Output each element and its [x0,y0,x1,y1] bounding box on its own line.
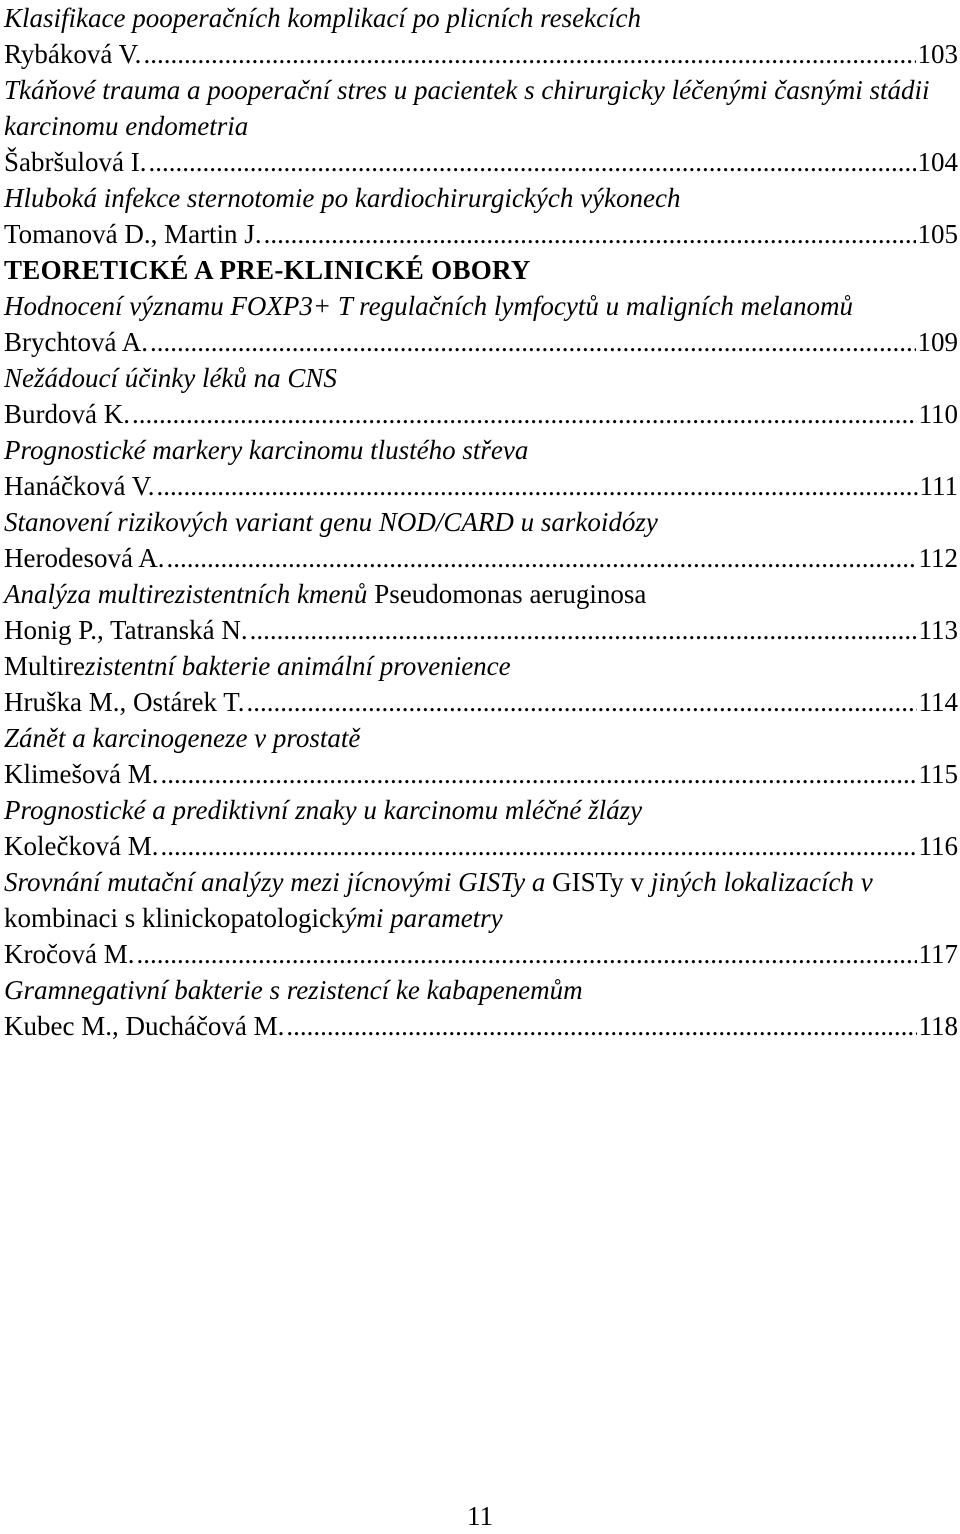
entry-title-part: Srovnání mutační analýzy mezi jícnovými GISTy a [4,867,553,897]
entry-author: Kubec M., Ducháčová M. [4,1011,285,1041]
entry-author-line [4,324,958,360]
table-of-contents [4,0,958,1044]
toc-entries-section [4,288,958,1044]
entry-title [4,72,958,144]
entry-page-number: 103 [917,39,958,69]
entry-page-number: 118 [918,1011,958,1041]
entry-author: Hruška M., Ostárek T. [4,687,245,717]
entry-page-number: 110 [918,399,958,429]
entry-title-part: GISTy v [552,867,651,897]
entry-author-line [4,216,958,252]
dot-leader [143,36,915,72]
entry-title-part: Nežádoucí účinky léků na CNS [4,363,337,393]
entry-author-line [4,1008,958,1044]
dot-leader [161,756,917,792]
entry-title-part: Hodnocení významu FOXP3+ T regulačních lymfocytů u maligních melanomů [4,291,854,321]
entry-title-part: Multire [4,651,85,681]
entry-title [4,972,958,1008]
toc-entry [4,972,958,1044]
entry-title-part: Prognostické markery karcinomu tlustého střeva [4,435,529,465]
entry-title [4,0,958,36]
entry-title [4,864,958,936]
entry-title [4,792,958,828]
entry-author-line [4,936,958,972]
entry-author: Herodesová A. [4,543,165,573]
dot-leader [156,468,917,504]
entry-author-line [4,828,958,864]
toc-entry [4,432,958,504]
entry-author: Kolečková M. [4,831,159,861]
entry-title-part: Zánět a karcinogeneze v prostatě [4,723,361,753]
entry-author-line [4,684,958,720]
entry-page-number: 113 [918,615,958,645]
entry-title [4,180,958,216]
entry-title-part: sarkoidózy [540,507,658,537]
toc-entry [4,792,958,864]
dot-leader [166,540,916,576]
entry-title-part: Klasifikace pooperačních komplikací po plicních resekcích [4,3,642,33]
dot-leader [136,936,916,972]
entry-title-part: Pseudomonas aeruginosa [374,579,647,609]
entry-page-number: 116 [918,831,958,861]
toc-entries-top [4,0,958,252]
entry-title-part: zistentní bakterie animální provenience [85,651,511,681]
entry-title [4,576,958,612]
entry-author-line [4,468,958,504]
entry-page-number: 109 [917,327,958,357]
entry-page-number: 115 [918,759,958,789]
entry-author: Tomanová D., Martin J. [4,219,262,249]
entry-author-line [4,36,958,72]
entry-title-part: Hluboká infekce sternotomie po kardiochirurgických výkonech [4,183,681,213]
toc-entry [4,360,958,432]
entry-page-number: 114 [918,687,958,717]
entry-title [4,288,958,324]
entry-page-number: 111 [919,471,958,501]
section-heading: TEORETICKÉ A PRE-KLINICKÉ OBORY [4,255,531,285]
dot-leader [150,324,916,360]
toc-entry [4,504,958,576]
entry-title-part: jiných lokalizacích v [650,867,873,897]
entry-author: Hanáčková V. [4,471,155,501]
dot-leader [132,396,917,432]
entry-page-number: 105 [917,219,958,249]
entry-title-part: Prognostické a prediktivní znaky u karcinomu mléčné žlázy [4,795,643,825]
entry-title-part: Gramnegativní bakterie s rezistencí ke kabapenemům [4,975,583,1005]
entry-author-line [4,756,958,792]
toc-entry [4,72,958,180]
entry-author: Burdová K. [4,399,130,429]
toc-entry [4,576,958,648]
entry-author-line [4,144,958,180]
entry-author: Klimešová M. [4,759,159,789]
entry-page-number: 117 [918,939,958,969]
entry-author-line [4,540,958,576]
entry-author: Kročová M. [4,939,135,969]
dot-leader [148,144,915,180]
entry-title [4,432,958,468]
dot-leader [264,216,916,252]
dot-leader [246,684,916,720]
entry-author-line [4,396,958,432]
entry-title-part: Stanovení rizikových variant genu NOD/CARD u [4,507,541,537]
dot-leader [286,1008,916,1044]
toc-entry [4,0,958,72]
entry-title-part: Tkáňové trauma a pooperační stres u pacientek s chirurgicky léčenými časnými stádii karcinomu endometria [4,75,930,141]
entry-author-line [4,612,958,648]
entry-author: Brychtová A. [4,327,148,357]
dot-leader [250,612,917,648]
entry-author: Honig P., Tatranská N. [4,615,248,645]
entry-title [4,360,958,396]
toc-entry [4,288,958,360]
entry-title-part: kombinaci s klinickopatologick [4,903,345,933]
entry-title-part: ými parametry [344,903,503,933]
entry-title [4,720,958,756]
page-number: 11 [467,1501,493,1531]
entry-page-number: 112 [918,543,958,573]
toc-entry [4,648,958,720]
entry-author: Šabršulová I. [4,147,147,177]
toc-entry [4,864,958,972]
entry-title-part: Analýza multirezistentních kmenů [4,579,375,609]
entry-page-number: 104 [917,147,958,177]
entry-title [4,648,958,684]
entry-author: Rybáková V. [4,39,142,69]
entry-title [4,504,958,540]
toc-entry [4,720,958,792]
toc-entry [4,180,958,252]
dot-leader [160,828,916,864]
